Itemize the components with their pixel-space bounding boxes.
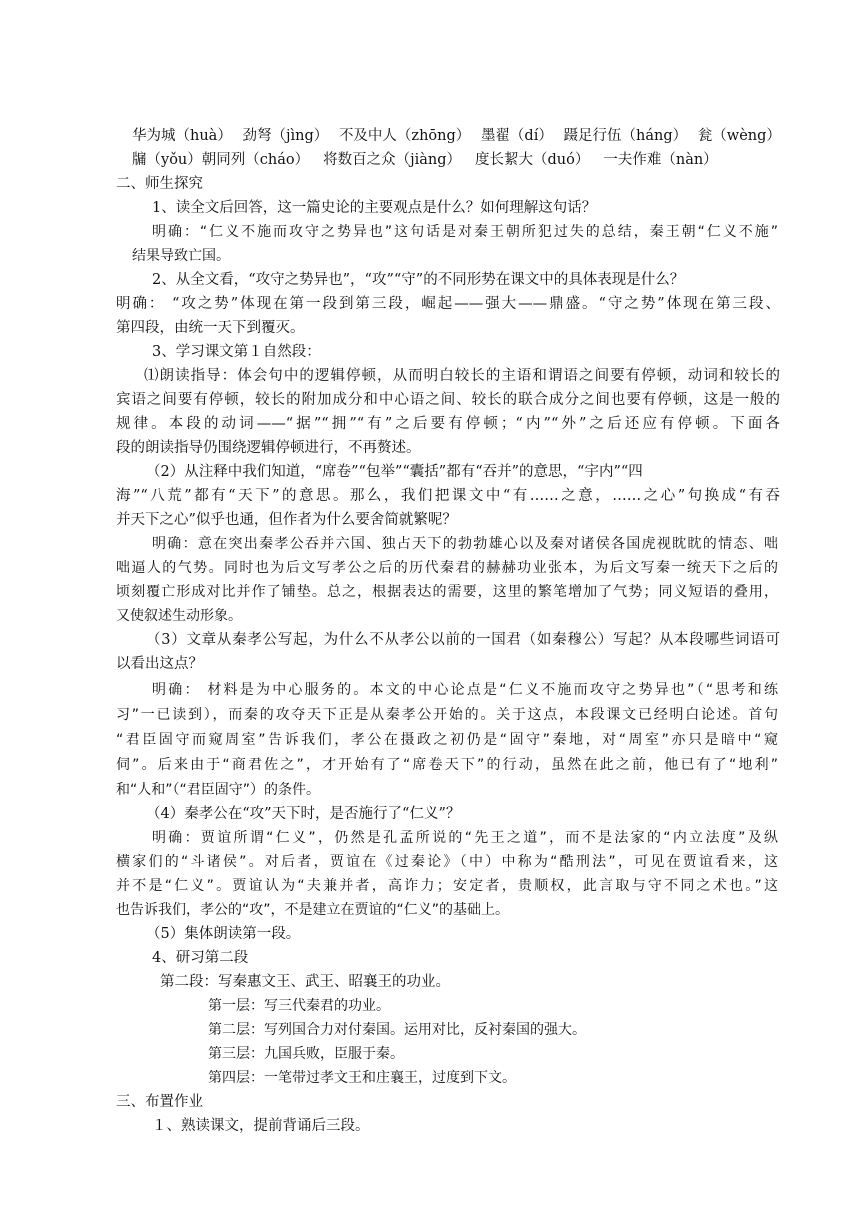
q3-3-answer-line-4: 伺”。后来由于“商君佐之”，才开始有了“席卷天下”的行动，虽然在此之前，他已有了“地利” <box>116 757 778 773</box>
pinyin-item: 华为城（huà） <box>132 128 232 144</box>
answer-2-line-1: 明确： “攻之势”体现在第一段到第三段，崛起——强大——鼎盛。“守之势”体现在第三段、 <box>116 296 780 312</box>
pinyin-item: 蹑足行伍（háng） <box>563 128 688 144</box>
q3-1-line-4: 段的朗读指导仍围绕逻辑停顿进行，不再赘述。 <box>116 440 421 456</box>
q3-2-answer-line-1: 明确：意在突出秦孝公吞并六国、独占天下的勃勃雄心以及秦对诸侯各国虎视眈眈的情态、咄 <box>152 536 778 552</box>
q3-1-line-2: 宾语之间要有停顿，较长的附加成分和中心语之间、较长的联合成分之间也要有停顿，这是一般的 <box>116 392 780 408</box>
pinyin-item: 牖（yǒu）朝同列（cháo） <box>132 152 310 168</box>
pinyin-item: 一夫作难（nàn） <box>603 152 718 168</box>
q3-4-answer-line-1: 明确：贾谊所谓“仁义”，仍然是孔孟所说的“先王之道”，而不是法家的“内立法度”及纵 <box>152 830 778 846</box>
layer-2: 第二层：写列国合力对付秦国。运用对比，反衬秦国的强大。 <box>208 1022 586 1038</box>
section-heading-3: 三、布置作业 <box>116 1094 203 1110</box>
q3-2-answer-line-4: 又使叙述生动形象。 <box>116 608 242 624</box>
pinyin-row-1 <box>132 126 781 146</box>
q3-3-answer-line-1: 明确： 材料是为中心服务的。本文的中心论点是“仁义不施而攻守之势异也”（“思考和练 <box>152 682 778 698</box>
layer-1: 第一层：写三代秦君的功业。 <box>208 998 390 1014</box>
q3-1-line-1: ⑴朗读指导：体会句中的逻辑停顿，从而明白较长的主语和谓语之间要有停顿，动词和较长的 <box>144 368 780 384</box>
question-4-heading: 4、研习第二段 <box>152 950 249 966</box>
question-1: 1、读全文后回答，这一篇史论的主要观点是什么？如何理解这句话？ <box>152 200 597 216</box>
q3-2-line-1: （2）从注释中我们知道，“席卷”“包举”“囊括”都有“吞并”的意思，“宇内”“四 <box>146 464 643 480</box>
answer-1-line-2: 结果导致亡国。 <box>132 248 230 264</box>
answer-2-line-2: 第四段，由统一天下到覆灭。 <box>116 320 305 336</box>
q3-2-answer-line-3: 顷刻覆亡形成对比并作了铺垫。总之，根据表达的需要，这里的繁笔增加了气势；同义短语的叠用， <box>116 584 778 600</box>
q3-3-answer-line-2: 习”一已读到），而秦的攻夺天下正是从秦孝公开始的。关于这点，本段课文已经明白论述。首句 <box>116 707 778 723</box>
q3-4-line-1: （4）秦孝公在“攻”天下时，是否施行了“仁义”？ <box>146 806 461 822</box>
q3-3-answer-line-5: 和“人和”（“君臣固守”）的条件。 <box>116 782 321 798</box>
q3-1-line-3: 规律。本段的动词——“据”“拥”“有”之后要有停顿；“内”“外”之后还应有停顿。下面各 <box>116 416 780 432</box>
layer-4: 第四层：一笔带过孝文王和庄襄王，过度到下文。 <box>208 1070 516 1086</box>
q3-4-answer-line-3: 并不是“仁义”。贾谊认为“夫兼并者，高诈力；安定者，贵顺权，此言取与守不同之术也。”这 <box>116 878 778 894</box>
question-3-heading: 3、学习课文第１自然段： <box>152 344 321 360</box>
pinyin-item: 将数百之众（jiàng） <box>323 152 461 168</box>
q3-5-line: （5）集体朗读第一段。 <box>146 926 301 942</box>
pinyin-item: 度长絜大（duó） <box>475 152 590 168</box>
q3-3-line-1: （3）文章从秦孝公写起，为什么不从孝公以前的一国君（如秦穆公）写起？从本段哪些词语可 <box>146 632 780 648</box>
pinyin-item: 不及中人（zhōng） <box>338 128 471 144</box>
q3-3-answer-line-3: “君臣固守而窥周室”告诉我们，孝公在摄政之初仍是“固守”秦地，对“周室”亦只是暗中“窥 <box>116 732 778 748</box>
layer-3: 第三层：九国兵败，臣服于秦。 <box>208 1046 404 1062</box>
answer-1-line-1: 明确：“仁义不施而攻守之势异也”这句话是对秦王朝所犯过失的总结，秦王朝“仁义不施” <box>152 224 778 240</box>
paragraph-2-summary: 第二段：写秦惠文王、武王、昭襄王的功业。 <box>160 974 450 990</box>
pinyin-row-2 <box>132 150 718 170</box>
pinyin-item: 瓮（wèng） <box>697 128 781 144</box>
q3-2-line-3: 并天下之心”似乎也通，但作者为什么要舍简就繁呢？ <box>116 512 457 528</box>
homework-1: １、熟读课文，提前背诵后三段。 <box>152 1118 370 1134</box>
question-2: 2、从全文看，“攻守之势异也”，“攻”“守”的不同形势在课文中的具体表现是什么？ <box>152 272 685 288</box>
q3-3-line-2: 以看出这点？ <box>116 656 203 672</box>
q3-2-answer-line-2: 咄逼人的气势。同时也为后文写孝公之后的历代秦君的赫赫功业张本，为后文写秦一统天下之后的 <box>116 560 778 576</box>
q3-4-answer-line-4: 也告诉我们，孝公的“攻”，不是建立在贾谊的“仁义”的基础上。 <box>116 902 510 918</box>
pinyin-item: 劲弩（jìng） <box>242 128 329 144</box>
q3-4-answer-line-2: 横家们的“斗诸侯”。对后者，贾谊在《过秦论》（中）中称为“酷刑法”，可见在贾谊看来，这 <box>116 854 778 870</box>
q3-2-line-2: 海”“八荒”都有“天下”的意思。那么，我们把课文中“有……之意，……之心”句换成“有吞 <box>116 488 780 504</box>
section-heading-2: 二、师生探究 <box>116 176 203 192</box>
pinyin-item: 墨翟（dí） <box>480 128 553 144</box>
